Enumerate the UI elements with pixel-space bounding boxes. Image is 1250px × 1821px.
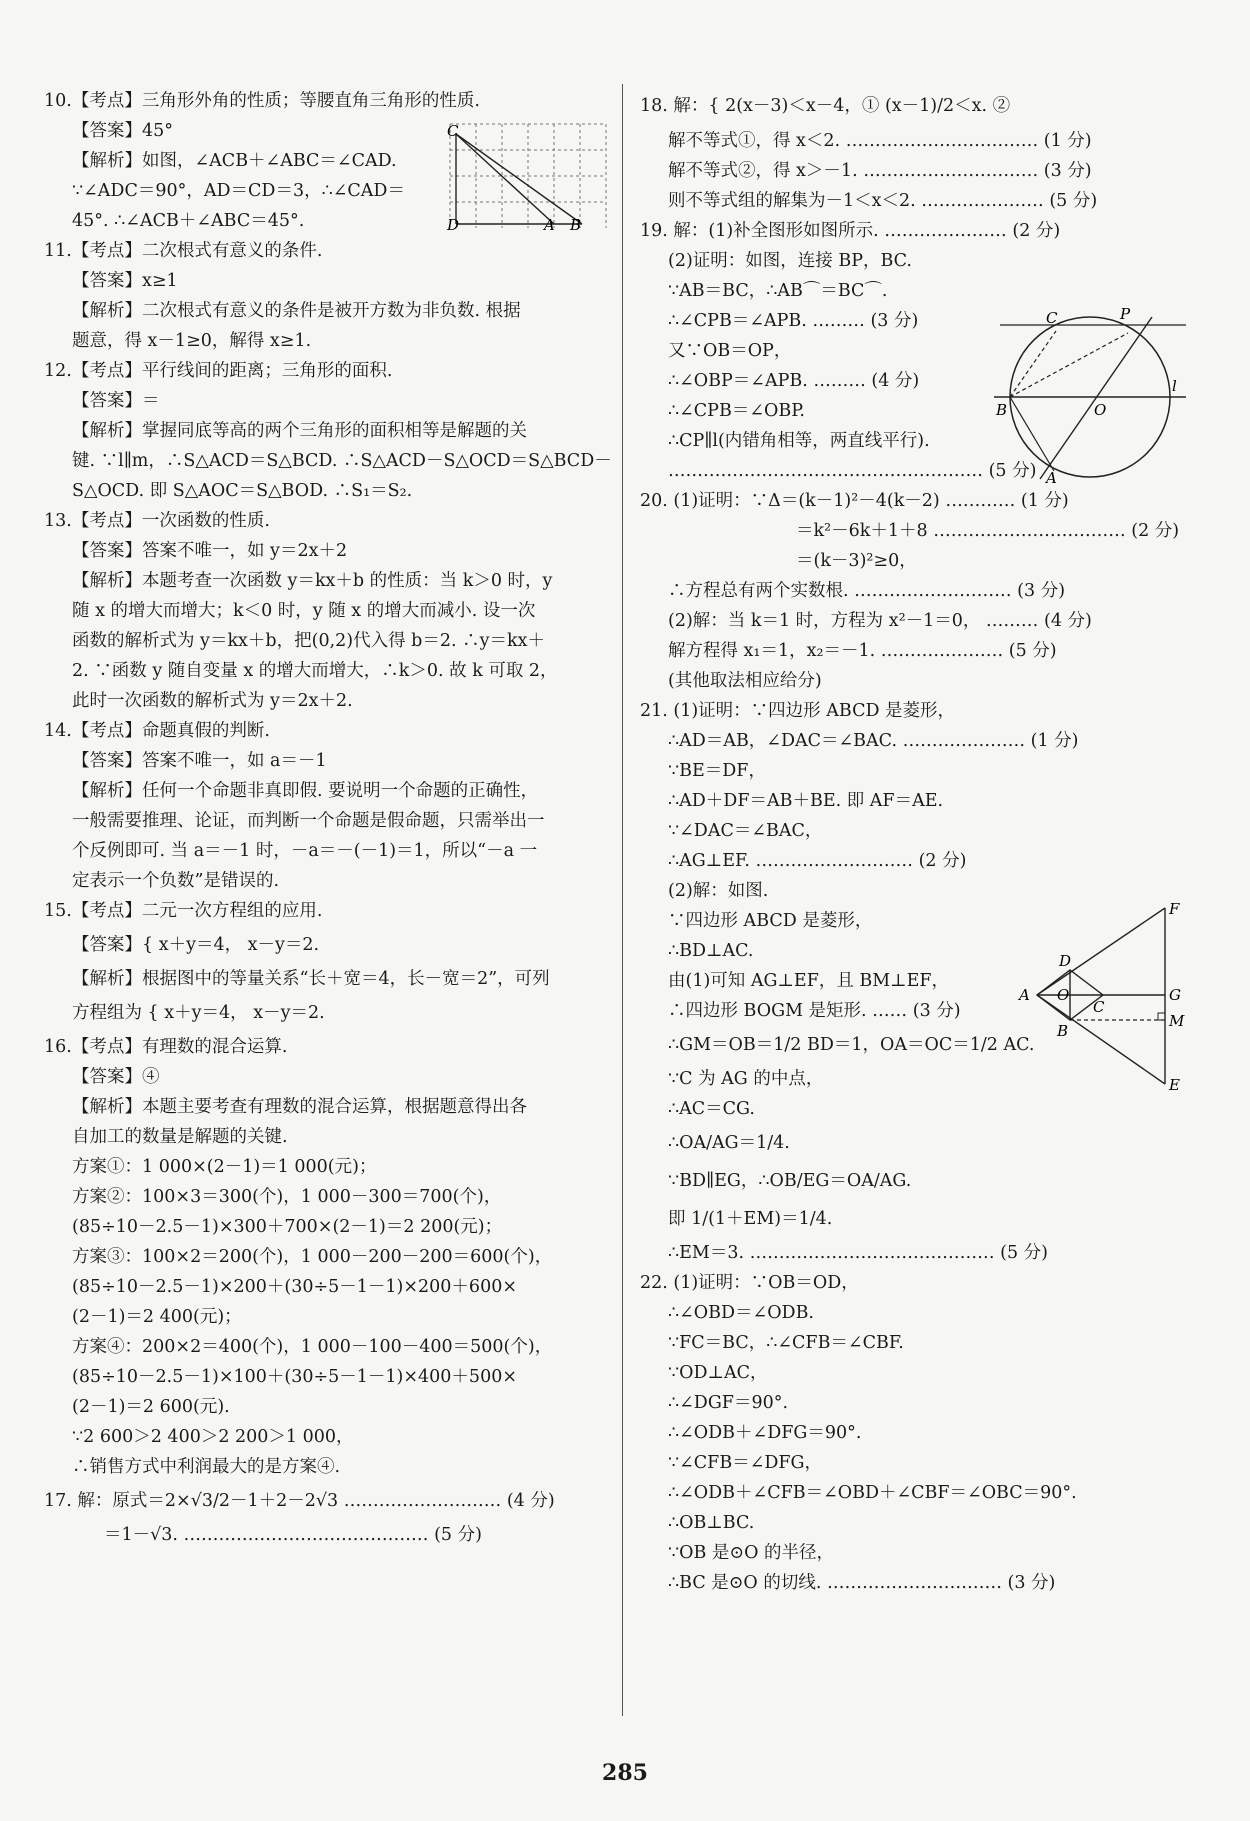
q21-label-b: B [1057, 1022, 1069, 1040]
q16-point: 16.【考点】有理数的混合运算. [44, 1037, 288, 1057]
q20-note: (其他取法相应给分) [668, 671, 822, 691]
q19-proof-5: ∴∠OBP＝∠APB. ……… (4 分) [668, 371, 920, 391]
q13-analysis-4: 2. ∵函数 y 随自变量 x 的增大而增大，∴k＞0. 故 k 可取 2， [72, 661, 558, 681]
q22-step-7: ∵∠CFB＝∠DFG， [668, 1453, 823, 1473]
q21-rhombus-figure [1015, 900, 1195, 1094]
q22-step-1: 22. (1)证明：∵OB＝OD， [640, 1273, 859, 1293]
q21-step-12: ∴GM＝OB＝1/2 BD＝1，OA＝OC＝1/2 AC. [668, 1035, 1035, 1055]
q16-plan-2b: (85÷10－2.5－1)×300＋700×(2－1)＝2 200(元)； [72, 1217, 503, 1237]
q16-plan-3a: 方案③：100×2＝200(个)，1 000－200－200＝600(个)， [72, 1247, 553, 1267]
q12-answer: 【答案】＝ [72, 391, 160, 411]
q10-analysis-3: 45°. ∴∠ACB＋∠ABC＝45°. [72, 211, 305, 231]
q19-label-c: C [1046, 309, 1058, 327]
q16-plan-1: 方案①：1 000×(2－1)＝1 000(元)； [72, 1157, 377, 1177]
q22-step-8: ∴∠ODB＋∠CFB＝∠OBD＋∠CBF＝∠OBC＝90°. [668, 1483, 1077, 1503]
q12-point: 12.【考点】平行线间的距离；三角形的面积. [44, 361, 393, 381]
q21-step-10: 由(1)可知 AG⊥EF，且 BM⊥EF， [668, 971, 950, 991]
q21-step-6: ∴AG⊥EF. ……………………… (2 分) [668, 851, 967, 871]
q10-answer: 【答案】45° [72, 121, 174, 141]
q21-step-16: ∵BD∥EG，∴OB/EG＝OA/AG. [668, 1171, 912, 1191]
q16-conclusion: ∴销售方式中利润最大的是方案④. [72, 1457, 341, 1477]
q21-step-2: ∴AD＝AB，∠DAC＝∠BAC. ………………… (1 分) [668, 731, 1079, 751]
q20-step-4: ∴方程总有两个实数根. ……………………… (3 分) [668, 581, 1066, 601]
q22-step-9: ∴OB⊥BC. [668, 1513, 755, 1533]
q21-step-4: ∴AD＋DF＝AB＋BE. 即 AF＝AE. [668, 791, 944, 811]
q19-proof-1: (2)证明：如图，连接 BP，BC. [668, 251, 912, 271]
q19-label-p: P [1120, 305, 1131, 323]
q22-step-10: ∵OB 是⊙O 的半径， [668, 1543, 834, 1563]
q21-label-d: D [1059, 952, 1072, 970]
q20-step-6: 解方程得 x₁＝1，x₂＝－1. ………………… (5 分) [668, 641, 1057, 661]
q12-analysis-2: 键. ∵l∥m，∴S△ACD＝S△BCD. ∴S△ACD－S△OCD＝S△BCD－ [72, 451, 612, 471]
q20-step-5: (2)解：当 k＝1 时，方程为 x²－1＝0， ……… (4 分) [668, 611, 1092, 631]
q10-label-a: A [544, 216, 555, 232]
q19-proof-4: 又∵OB＝OP， [668, 341, 792, 361]
q21-label-c: C [1093, 998, 1105, 1016]
q21-step-17: 即 1/(1＋EM)＝1/4. [668, 1209, 833, 1229]
q21-step-5: ∵∠DAC＝∠BAC， [668, 821, 823, 841]
q21-label-o: O [1057, 986, 1070, 1004]
q16-analysis-2: 自加工的数量是解题的关键. [72, 1127, 288, 1147]
q18-step-3: 则不等式组的解集为－1＜x＜2. ………………… (5 分) [668, 191, 1098, 211]
q19-circle-figure [990, 305, 1190, 485]
q19-proof-8: ……………………………………………… (5 分) [668, 461, 1037, 481]
q22-step-5: ∴∠DGF＝90°. [668, 1393, 789, 1413]
q10-label-b: B [570, 216, 582, 232]
left-column [44, 86, 612, 1550]
q21-label-e: E [1169, 1076, 1180, 1094]
q22-step-6: ∴∠ODB＋∠DFG＝90°. [668, 1423, 862, 1443]
q18-step-2: 解不等式②，得 x＞－1. ………………………… (3 分) [668, 161, 1092, 181]
q13-answer: 【答案】答案不唯一，如 y＝2x＋2 [72, 541, 348, 561]
q15-analysis-2: 方程组为 { x＋y＝4， x－y＝2. [72, 1003, 325, 1023]
q17-step-2: ＝1－√3. …………………………………… (5 分) [104, 1525, 482, 1545]
q20-step-1: 20. (1)证明：∵Δ＝(k－1)²－4(k－2) ………… (1 分) [640, 491, 1069, 511]
q16-plan-4b: (85÷10－2.5－1)×100＋(30÷5－1－1)×400＋500× [72, 1367, 518, 1387]
q10-analysis-1: 【解析】如图，∠ACB＋∠ABC＝∠CAD. [72, 151, 397, 171]
q13-analysis-5: 此时一次函数的解析式为 y＝2x＋2. [72, 691, 353, 711]
q21-step-8: ∵四边形 ABCD 是菱形， [668, 911, 873, 931]
q14-analysis-3: 个反例即可. 当 a＝－1 时，－a＝－(－1)＝1，所以“－a 一 [72, 841, 538, 861]
q19-label-l: l [1172, 377, 1177, 395]
q20-step-2: ＝k²－6k＋1＋8 …………………………… (2 分) [796, 521, 1180, 541]
q22-step-4: ∵OD⊥AC， [668, 1363, 768, 1383]
q10-analysis-2: ∵∠ADC＝90°，AD＝CD＝3，∴∠CAD＝ [72, 181, 405, 201]
q21-step-1: 21. (1)证明：∵四边形 ABCD 是菱形， [640, 701, 956, 721]
q13-analysis-3: 函数的解析式为 y＝kx＋b，把(0,2)代入得 b＝2. ∴y＝kx＋ [72, 631, 545, 651]
q16-analysis-1: 【解析】本题主要考查有理数的混合运算，根据题意得出各 [72, 1097, 527, 1117]
q21-step-14: ∴AC＝CG. [668, 1099, 755, 1119]
column-divider [622, 84, 623, 1716]
page-number: 285 [602, 1760, 648, 1786]
q19-label-a: A [1046, 469, 1057, 485]
q17-step-1: 17. 解：原式＝2×√3/2－1＋2－2√3 ……………………… (4 分) [44, 1491, 555, 1511]
q21-label-f: F [1169, 900, 1180, 918]
q22-step-11: ∴BC 是⊙O 的切线. ………………………… (3 分) [668, 1573, 1056, 1593]
q21-label-g: G [1169, 986, 1181, 1004]
q13-analysis-1: 【解析】本题考查一次函数 y＝kx＋b 的性质：当 k＞0 时，y [72, 571, 553, 591]
q16-plan-3b: (85÷10－2.5－1)×200＋(30÷5－1－1)×200＋600× [72, 1277, 518, 1297]
q19-label-o: O [1094, 401, 1107, 419]
q11-analysis-1: 【解析】二次根式有意义的条件是被开方数为非负数. 根据 [72, 301, 521, 321]
q11-answer: 【答案】x≥1 [72, 271, 178, 291]
q19-proof-3: ∴∠CPB＝∠APB. ……… (3 分) [668, 311, 919, 331]
q20-step-3: ＝(k－3)²≥0， [796, 551, 917, 571]
q11-analysis-2: 题意，得 x－1≥0，解得 x≥1. [72, 331, 312, 351]
q14-analysis-1: 【解析】任何一个命题非真即假. 要说明一个命题的正确性， [72, 781, 539, 801]
q22-step-3: ∵FC＝BC，∴∠CFB＝∠CBF. [668, 1333, 904, 1353]
q21-step-11: ∴四边形 BOGM 是矩形. …… (3 分) [668, 1001, 961, 1021]
q14-point: 14.【考点】命题真假的判断. [44, 721, 270, 741]
q21-step-3: ∵BE＝DF， [668, 761, 766, 781]
q16-plan-4c: (2－1)＝2 600(元). [72, 1397, 230, 1417]
q19-part-1: 19. 解：(1)补全图形如图所示. ………………… (2 分) [640, 221, 1061, 241]
q19-proof-2: ∵AB＝BC，∴AB⌒＝BC⌒. [668, 281, 888, 301]
q14-answer: 【答案】答案不唯一，如 a＝－1 [72, 751, 327, 771]
q21-label-m: M [1169, 1012, 1185, 1030]
q15-analysis-1: 【解析】根据图中的等量关系“长＋宽＝4，长－宽＝2”，可列 [72, 969, 550, 989]
q11-point: 11.【考点】二次根式有意义的条件. [44, 241, 323, 261]
q18-system: 18. 解：{ 2(x－3)＜x－4，① (x－1)/2＜x. ② [640, 96, 1011, 116]
q15-answer: 【答案】{ x＋y＝4， x－y＝2. [72, 935, 320, 955]
q19-label-b: B [996, 401, 1008, 419]
q18-step-1: 解不等式①，得 x＜2. …………………………… (1 分) [668, 131, 1092, 151]
q21-step-9: ∴BD⊥AC. [668, 941, 754, 961]
q16-answer: 【答案】④ [72, 1067, 160, 1087]
q10-grid-figure [446, 120, 612, 232]
q10-point: 10.【考点】三角形外角的性质；等腰直角三角形的性质. [44, 91, 480, 111]
q21-step-13: ∵C 为 AG 的中点， [668, 1069, 824, 1089]
q14-analysis-4: 定表示一个负数”是错误的. [72, 871, 280, 891]
q19-proof-6: ∴∠CPB＝∠OBP. [668, 401, 805, 421]
q10-label-c: C [447, 122, 459, 140]
q14-analysis-2: 一般需要推理、论证，而判断一个命题是假命题，只需举出一 [72, 811, 545, 831]
q16-plan-3c: (2－1)＝2 400(元)； [72, 1307, 242, 1327]
q16-plan-4a: 方案④：200×2＝400(个)，1 000－100－400＝500(个)， [72, 1337, 553, 1357]
q13-analysis-2: 随 x 的增大而增大；k＜0 时，y 随 x 的增大而减小. 设一次 [72, 601, 536, 621]
q21-step-15: ∴OA/AG＝1/4. [668, 1133, 790, 1153]
q21-step-18: ∴EM＝3. …………………………………… (5 分) [668, 1243, 1049, 1263]
q12-analysis-1: 【解析】掌握同底等高的两个三角形的面积相等是解题的关 [72, 421, 527, 441]
q10-label-d: D [447, 216, 460, 232]
q13-point: 13.【考点】一次函数的性质. [44, 511, 270, 531]
q21-step-7: (2)解：如图. [668, 881, 769, 901]
q15-point: 15.【考点】二元一次方程组的应用. [44, 901, 323, 921]
q16-compare: ∵2 600＞2 400＞2 200＞1 000， [72, 1427, 354, 1447]
q12-analysis-3: S△OCD. 即 S△AOC＝S△BOD. ∴S₁＝S₂. [72, 481, 413, 501]
q19-proof-7: ∴CP∥l(内错角相等，两直线平行). [668, 431, 930, 451]
q22-step-2: ∴∠OBD＝∠ODB. [668, 1303, 814, 1323]
q16-plan-2a: 方案②：100×3＝300(个)，1 000－300＝700(个)， [72, 1187, 502, 1207]
q21-label-a: A [1019, 986, 1030, 1004]
